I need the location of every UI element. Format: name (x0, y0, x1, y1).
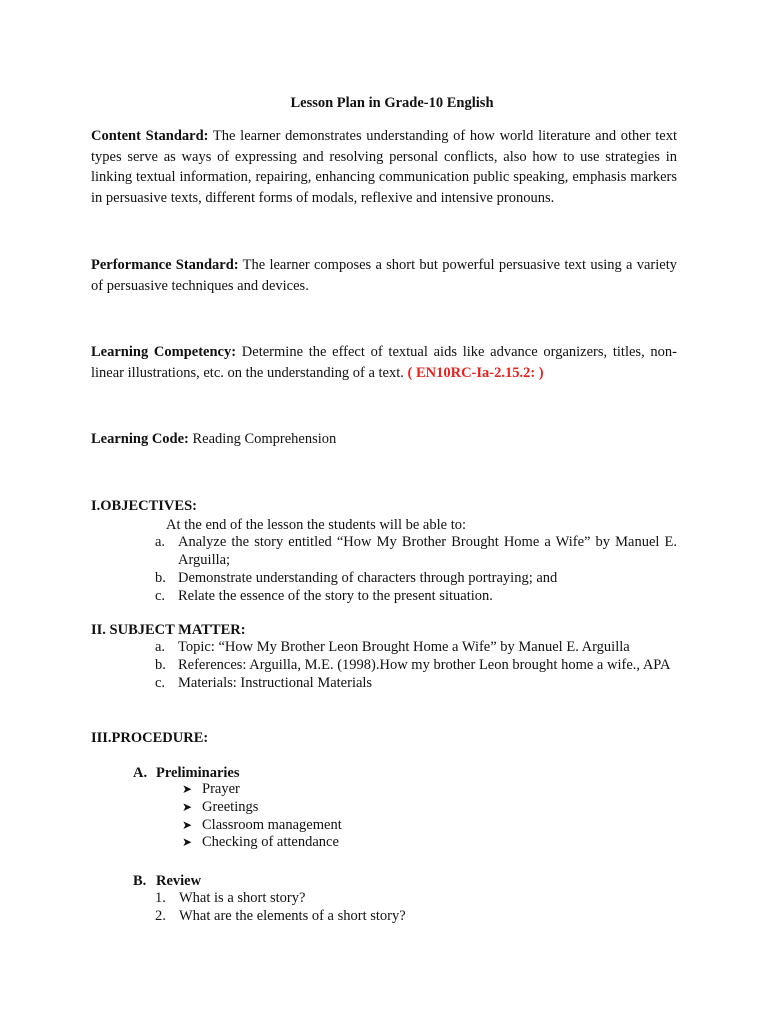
list-marker: b. (155, 570, 166, 586)
list-marker: b. (155, 657, 166, 673)
learning-code-label: Learning Code: (91, 431, 189, 447)
list-item-text: Topic: “How My Brother Leon Brought Home a Wife” by Manuel E. Arguilla (178, 639, 630, 655)
arrowhead-bullet-icon: ➤ (182, 835, 193, 850)
objectives-intro: At the end of the lesson the students will be able to: (166, 517, 467, 533)
list-marker: c. (155, 675, 166, 691)
list-item (155, 569, 677, 587)
list-item (155, 587, 677, 605)
list-item (155, 674, 677, 692)
learning-code-text: Reading Comprehension (188, 431, 337, 447)
list-item-text: What are the elements of a short story? (179, 908, 406, 924)
list-marker: a. (155, 534, 166, 550)
section-marker: A. (133, 765, 148, 781)
list-marker: 1. (155, 890, 166, 906)
performance-standard-paragraph (91, 255, 677, 296)
list-item-text: Prayer (202, 781, 240, 797)
arrowhead-bullet-icon: ➤ (182, 799, 193, 814)
content-standard-label: Content Standard: (91, 128, 209, 144)
list-item (182, 781, 342, 799)
objectives-list (155, 533, 677, 605)
list-item (155, 889, 406, 907)
performance-standard-label: Performance Standard: (91, 257, 239, 273)
subject-matter-list (155, 638, 677, 692)
list-item (155, 656, 677, 674)
competency-code: ( EN10RC-Ia-2.15.2: ) (407, 364, 544, 381)
content-standard-paragraph (91, 126, 677, 208)
preliminaries-list (182, 781, 342, 852)
review-heading (133, 871, 201, 891)
list-marker: c. (155, 588, 166, 604)
review-label: Review (156, 873, 202, 889)
list-item-text: Relate the essence of the story to the present situation. (178, 588, 493, 604)
list-item-text: Demonstrate understanding of characters through portraying; and (178, 570, 558, 586)
list-item (155, 638, 677, 656)
list-item (182, 834, 342, 852)
list-item-text: Checking of attendance (202, 834, 339, 851)
learning-code-paragraph (91, 429, 677, 450)
list-item-text: Classroom management (202, 816, 342, 833)
performance-standard-text: The learner composes a short but powerful persuasive text using a variety of persuasive techniques and devices. (91, 257, 678, 294)
learning-competency-label: Learning Competency: (91, 344, 237, 360)
learning-competency-text: Determine the effect of textual aids like advance organizers, titles, non-linear illustrations, etc. on the understanding of a text. (91, 344, 677, 381)
list-item-text: Analyze the story entitled “How My Brother Brought Home a Wife” by Manuel E. Arguilla; (178, 534, 677, 568)
list-item-text: Greetings (202, 798, 259, 815)
arrowhead-bullet-icon: ➤ (182, 782, 193, 796)
list-item (155, 907, 406, 925)
section-marker: B. (133, 873, 147, 889)
document-title: Lesson Plan in Grade-10 English (290, 95, 494, 111)
subject-matter-heading: II. SUBJECT MATTER: (91, 622, 246, 638)
list-item (155, 533, 677, 569)
preliminaries-heading (133, 763, 240, 783)
arrowhead-bullet-icon: ➤ (182, 817, 193, 832)
list-item-text: Materials: Instructional Materials (178, 675, 373, 691)
list-item-text: What is a short story? (179, 890, 306, 906)
content-standard-text: The learner demonstrates understanding of how world literature and other text types serve as ways of expressing and resolving personal conflicts, also how to use strategies in linking textual information, repairing, enhancing communication public speaking, emphasis markers in persuasive texts, different forms of modals, reflexive and intensive pronouns. (91, 128, 677, 206)
list-marker: a. (155, 639, 166, 655)
review-list (155, 889, 406, 925)
list-item (182, 799, 342, 817)
list-marker: 2. (155, 908, 166, 924)
procedure-heading: III.PROCEDURE: (91, 730, 209, 746)
learning-competency-paragraph (91, 342, 677, 383)
objectives-heading: I.OBJECTIVES: (91, 498, 197, 514)
list-item (182, 817, 342, 835)
list-item-text: References: Arguilla, M.E. (1998).How my brother Leon brought home a wife., APA (178, 657, 671, 673)
preliminaries-label: Preliminaries (156, 765, 240, 781)
